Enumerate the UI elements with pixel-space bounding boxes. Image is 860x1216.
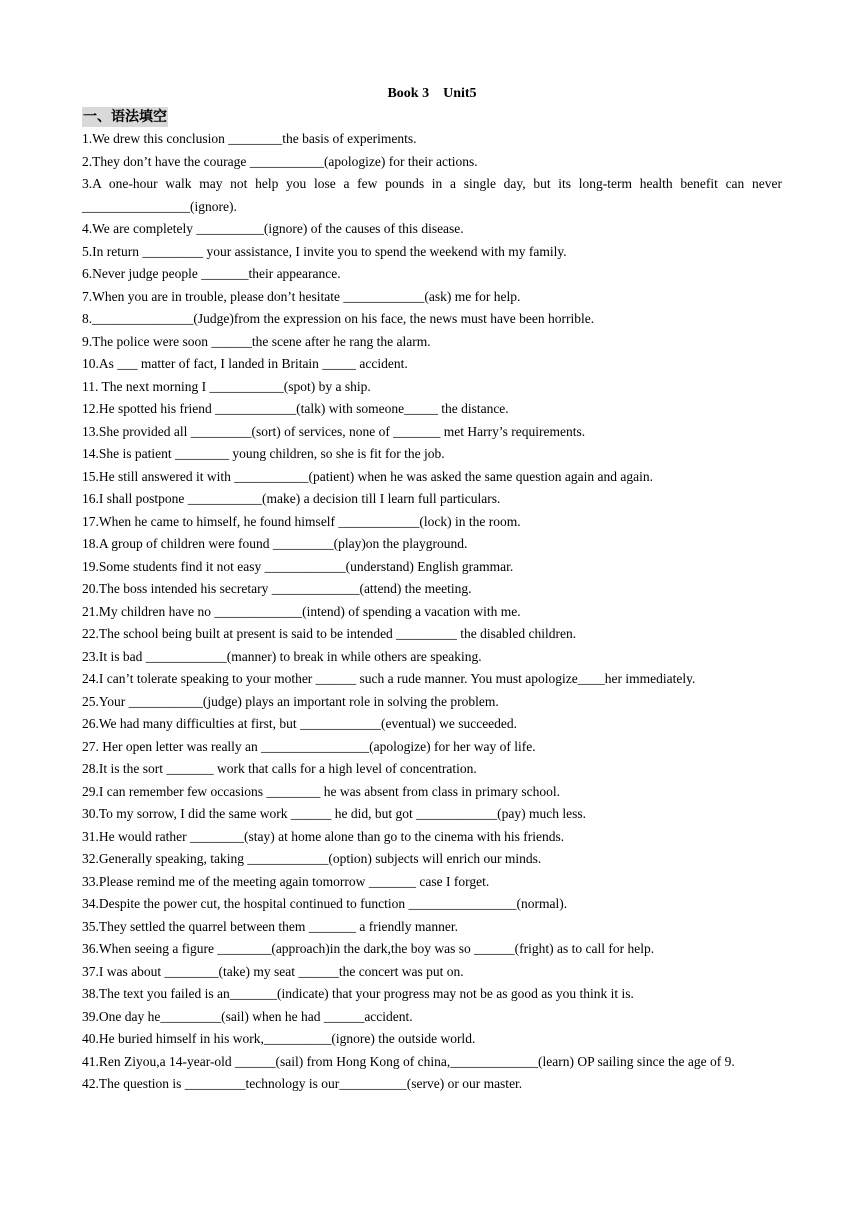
exercise-item-32: 32.Generally speaking, taking ____________(option) subjects will enrich our minds. bbox=[82, 851, 542, 866]
exercise-item-3: 3.A one-hour walk may not help you lose a few pounds in a single day, but its long-term health benefit can never ________________(ignore). bbox=[82, 176, 782, 214]
exercise-item-38: 38.The text you failed is an_______(indicate) that your progress may not be as good as you think it is. bbox=[82, 986, 634, 1001]
exercise-item-40: 40.He buried himself in his work,__________(ignore) the outside world. bbox=[82, 1031, 476, 1046]
exercise-item-5: 5.In return _________ your assistance, I invite you to spend the weekend with my family. bbox=[82, 243, 567, 259]
exercise-item-4: 4.We are completely __________(ignore) of the causes of this disease. bbox=[82, 221, 464, 236]
exercise-item-14: 14.She is patient ________ young children, so she is fit for the job. bbox=[82, 446, 445, 461]
worksheet-page bbox=[82, 83, 782, 1096]
section-heading: 一、语法填空 bbox=[83, 108, 167, 125]
exercise-list bbox=[82, 128, 782, 1096]
exercise-item-20: 20.The boss intended his secretary _____________(attend) the meeting. bbox=[82, 581, 472, 596]
exercise-item-29: 29.I can remember few occasions ________ he was absent from class in primary school. bbox=[82, 783, 560, 799]
exercise-item-16: 16.I shall postpone ___________(make) a decision till I learn full particulars. bbox=[82, 491, 501, 506]
exercise-item-15: 15.He still answered it with ___________(patient) when he was asked the same question again and again. bbox=[82, 468, 653, 484]
exercise-item-2: 2.They don’t have the courage ___________(apologize) for their actions. bbox=[82, 153, 478, 169]
document-title: Book 3 Unit5 bbox=[387, 86, 477, 101]
exercise-item-41: 41.Ren Ziyou,a 14-year-old ______(sail) from Hong Kong of china,_____________(learn) OP sailing since the age of 9. bbox=[82, 1053, 735, 1069]
exercise-item-7: 7.When you are in trouble, please don’t hesitate ____________(ask) me for help. bbox=[82, 288, 521, 304]
exercise-item-19: 19.Some students find it not easy ____________(understand) English grammar. bbox=[82, 558, 514, 574]
exercise-item-8: 8._______________(Judge)from the expression on his face, the news must have been horrible. bbox=[82, 311, 595, 326]
exercise-item-12: 12.He spotted his friend ____________(talk) with someone_____ the distance. bbox=[82, 401, 509, 416]
exercise-item-33: 33.Please remind me of the meeting again tomorrow _______ case I forget. bbox=[82, 873, 490, 889]
exercise-item-42: 42.The question is _________technology is our__________(serve) or our master. bbox=[82, 1076, 523, 1091]
exercise-item-30: 30.To my sorrow, I did the same work ______ he did, but got ____________(pay) much less. bbox=[82, 806, 586, 821]
exercise-item-36: 36.When seeing a figure ________(approach)in the dark,the boy was so ______(fright) as to call for help. bbox=[82, 941, 655, 956]
exercise-item-9: 9.The police were soon ______the scene after he rang the alarm. bbox=[82, 333, 431, 349]
exercise-item-39: 39.One day he_________(sail) when he had ______accident. bbox=[82, 1008, 413, 1024]
exercise-item-11: 11. The next morning I ___________(spot) by a ship. bbox=[82, 378, 371, 394]
exercise-item-13: 13.She provided all _________(sort) of services, none of _______ met Harry’s requirements. bbox=[82, 423, 586, 439]
exercise-item-24: 24.I can’t tolerate speaking to your mother ______ such a rude manner. You must apologize____her immediately. bbox=[82, 671, 696, 686]
exercise-item-6: 6.Never judge people _______their appearance. bbox=[82, 266, 341, 281]
exercise-item-35: 35.They settled the quarrel between them _______ a friendly manner. bbox=[82, 918, 459, 934]
exercise-item-1: 1.We drew this conclusion ________the basis of experiments. bbox=[82, 131, 417, 146]
exercise-item-27: 27. Her open letter was really an ________________(apologize) for her way of life. bbox=[82, 738, 536, 754]
exercise-item-10: 10.As ___ matter of fact, I landed in Britain _____ accident. bbox=[82, 356, 408, 371]
exercise-item-22: 22.The school being built at present is said to be intended _________ the disabled children. bbox=[82, 626, 577, 641]
exercise-item-17: 17.When he came to himself, he found himself ____________(lock) in the room. bbox=[82, 513, 521, 529]
exercise-item-25: 25.Your ___________(judge) plays an important role in solving the problem. bbox=[82, 693, 499, 709]
exercise-item-23: 23.It is bad ____________(manner) to break in while others are speaking. bbox=[82, 648, 482, 664]
exercise-item-21: 21.My children have no _____________(intend) of spending a vacation with me. bbox=[82, 603, 521, 619]
exercise-item-28: 28.It is the sort _______ work that calls for a high level of concentration. bbox=[82, 761, 477, 776]
exercise-item-26: 26.We had many difficulties at first, but ____________(eventual) we succeeded. bbox=[82, 716, 518, 731]
exercise-item-18: 18.A group of children were found _________(play)on the playground. bbox=[82, 536, 468, 551]
exercise-item-37: 37.I was about ________(take) my seat ______the concert was put on. bbox=[82, 963, 464, 979]
exercise-item-31: 31.He would rather ________(stay) at home alone than go to the cinema with his friends. bbox=[82, 828, 565, 844]
exercise-item-34: 34.Despite the power cut, the hospital continued to function ________________(normal). bbox=[82, 896, 568, 911]
